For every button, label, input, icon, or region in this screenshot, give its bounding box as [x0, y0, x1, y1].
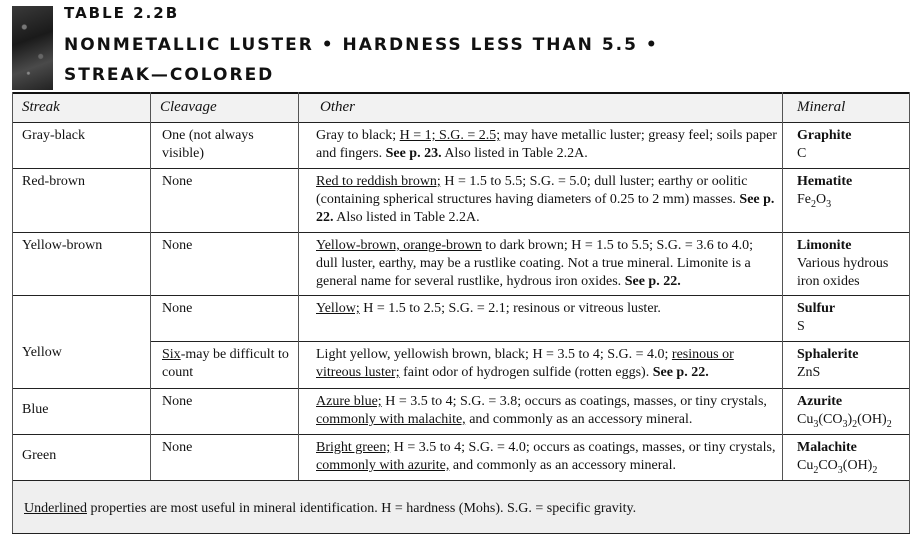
cell-streak: Blue [22, 402, 49, 417]
cell-other: Yellow-brown, orange-brown to dark brown; H = 1.5 to 5.5; S.G. = 3.6 to 4.0; dull luster, earthy, may be a rustlike coating. Not a true mineral. Limonite is a general name for several rustlike, hydrous iron oxides. See p. 22. [316, 238, 754, 289]
rule-row4 [150, 341, 910, 342]
cell-other: Azure blue; H = 3.5 to 4; S.G. = 3.8; occurs as coatings, masses, or tiny crystals, commonly with malachite, and commonly as an accessory mineral. [316, 394, 767, 427]
table-title-line2: STREAK—COLORED [64, 65, 275, 85]
col-header-streak: Streak [22, 99, 60, 115]
cell-cleavage: None [162, 174, 193, 189]
header-band [12, 92, 910, 122]
vline-left [12, 92, 13, 533]
col-header-cleavage: Cleavage [160, 99, 217, 115]
cell-cleavage: None [162, 440, 193, 455]
table-title-line1: NONMETALLIC LUSTER • HARDNESS LESS THAN 5.5 • [64, 35, 659, 55]
cell-mineral: Graphite C [797, 128, 852, 161]
cell-streak: Yellow-brown [22, 238, 103, 253]
footnote: Underlined properties are most useful in mineral identification. H = hardness (Mohs). S.G. = specific gravity. [24, 501, 637, 516]
cell-streak: Red-brown [22, 174, 85, 189]
cell-streak: Yellow [22, 345, 62, 360]
mineral-sample-image [12, 6, 53, 90]
cell-cleavage: One (not always visible) [162, 128, 254, 161]
rule-footnote [12, 533, 910, 534]
rule-header [12, 122, 910, 123]
cell-cleavage: Six-may be difficult to count [162, 347, 289, 380]
rule-bottom [12, 480, 910, 481]
rule-row6 [12, 434, 910, 435]
col-header-mineral: Mineral [797, 99, 846, 115]
rule-row3 [12, 295, 910, 296]
rule-row1 [12, 168, 910, 169]
vline-3 [782, 92, 783, 480]
vline-1 [150, 92, 151, 480]
cell-streak: Gray-black [22, 128, 85, 143]
cell-other: Yellow; H = 1.5 to 2.5; S.G. = 2.1; resinous or vitreous luster. [316, 301, 661, 316]
cell-cleavage: None [162, 238, 193, 253]
cell-other: Red to reddish brown; H = 1.5 to 5.5; S.G. = 5.0; dull luster; earthy or oolitic (containing spherical structures having diameters of 0.25 to 2 mm) masses. See p. 22. Also listed in Table 2.2A. [316, 174, 775, 225]
vline-2 [298, 92, 299, 480]
cell-mineral: Sulfur S [797, 301, 836, 334]
cell-streak: Green [22, 448, 57, 463]
cell-mineral: Hematite $Fe_2O_3$ [797, 174, 853, 210]
cell-mineral: Azurite $Cu_3(CO_3)_2(OH)_2$ [797, 394, 892, 430]
col-header-other: Other [320, 99, 355, 115]
cell-other: Light yellow, yellowish brown, black; H = 3.5 to 4; S.G. = 4.0; resinous or vitreous luster; faint odor of hydrogen sulfide (rotten eggs). See p. 22. [316, 347, 734, 380]
rule-row2 [12, 232, 910, 233]
cell-other: Bright green; H = 3.5 to 4; S.G. = 4.0; occurs as coatings, masses, or tiny crystals, commonly with azurite, and commonly as an accessory mineral. [316, 440, 776, 473]
cell-other: Gray to black; H = 1; S.G. = 2.5; may have metallic luster; greasy feel; soils paper and fingers. See p. 23. Also listed in Table 2.2A. [316, 128, 777, 161]
cell-mineral: Limonite Various hydrous iron oxides [797, 238, 889, 289]
table-number: TABLE 2.2B [64, 4, 180, 22]
rule-row5 [12, 388, 910, 389]
cell-mineral: Malachite $Cu_2CO_3(OH)_2$ [797, 440, 878, 476]
rule-top [12, 92, 910, 94]
cell-cleavage: None [162, 301, 193, 316]
cell-mineral: Sphalerite ZnS [797, 347, 859, 380]
vline-right [909, 92, 910, 533]
cell-cleavage: None [162, 394, 193, 409]
